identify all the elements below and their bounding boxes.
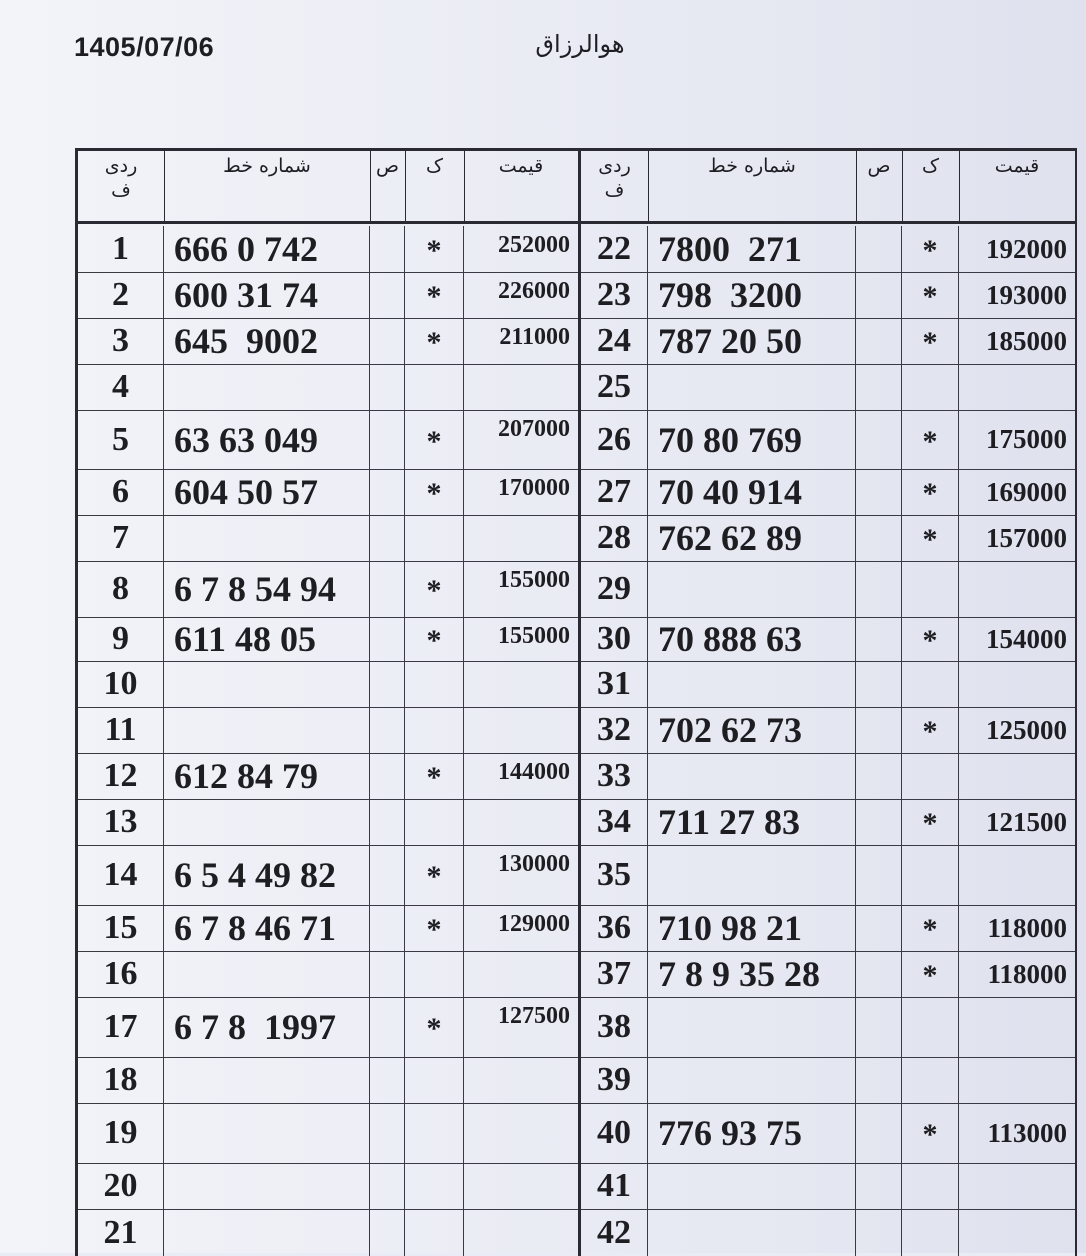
header-price (464, 151, 578, 221)
price-cell: 118000 (987, 912, 1067, 943)
price-cell (959, 561, 1075, 617)
document-heading: هوالرزاق (535, 30, 625, 58)
table-row (78, 617, 578, 662)
sad-cell (370, 561, 405, 617)
line-number-cell (648, 561, 856, 617)
price-cell: 175000 (986, 424, 1067, 454)
row-number-cell: 7 (78, 515, 164, 561)
ka-mark-cell (902, 845, 959, 905)
table-row (78, 561, 578, 618)
price-cell: 129000 (498, 911, 570, 937)
table-row (581, 707, 1075, 754)
header-line-number (164, 151, 371, 221)
sad-cell (370, 845, 405, 905)
ka-mark-cell: * (902, 951, 959, 997)
table-row (581, 469, 1075, 516)
row-number-cell: 31 (581, 661, 648, 707)
ka-mark-cell (902, 1163, 959, 1209)
price-cell: 118000 (987, 958, 1067, 989)
ka-mark-cell: * (902, 226, 959, 272)
row-number-cell: 25 (581, 364, 648, 410)
price-cell: 211000 (499, 324, 570, 350)
table-row (78, 1057, 578, 1104)
sad-cell (370, 515, 405, 561)
row-number-cell: 40 (581, 1103, 648, 1163)
table-row (78, 515, 578, 562)
row-number-cell: 21 (78, 1209, 164, 1256)
sad-cell (856, 561, 902, 617)
line-number-cell: 70 80 769 (648, 410, 856, 469)
row-number-cell: 39 (581, 1057, 648, 1103)
header-price (959, 151, 1075, 221)
sad-cell (370, 469, 405, 515)
price-cell: 169000 (986, 476, 1067, 507)
row-number-cell: 29 (581, 561, 648, 617)
ka-mark-cell: * (405, 469, 464, 515)
table-row (581, 799, 1075, 846)
table-row (581, 617, 1075, 662)
header-line-number-label: شماره خط (708, 155, 796, 177)
line-number-cell: 6 5 4 49 82 (164, 845, 370, 905)
table-row (78, 1163, 578, 1210)
line-number-cell (164, 1103, 370, 1163)
row-number-cell: 28 (581, 515, 648, 561)
sad-cell (856, 410, 902, 469)
ka-mark-cell (405, 951, 464, 997)
ka-mark-cell (902, 1209, 959, 1256)
ka-mark-cell (902, 997, 959, 1057)
ka-mark-cell: * (405, 318, 464, 364)
ka-mark-cell (405, 1163, 464, 1209)
row-number-cell: 4 (78, 364, 164, 410)
sad-cell (856, 318, 902, 364)
header-price-label: قیمت (498, 155, 544, 177)
sad-cell (370, 364, 405, 410)
price-cell: 155000 (498, 567, 570, 593)
line-number-cell: 762 62 89 (648, 515, 856, 561)
ka-mark-cell (405, 1057, 464, 1103)
line-number-cell (164, 951, 370, 997)
sad-cell (370, 905, 405, 951)
table-row (78, 997, 578, 1058)
ka-mark-cell: * (405, 410, 464, 469)
price-cell (959, 1163, 1075, 1209)
table-row (78, 1209, 578, 1256)
table-row (78, 226, 578, 273)
ka-mark-cell: * (902, 318, 959, 364)
ka-mark-cell (405, 661, 464, 707)
price-cell (464, 951, 578, 997)
ka-mark-cell: * (405, 226, 464, 272)
price-cell: 185000 (986, 325, 1067, 356)
row-number-cell: 35 (581, 845, 648, 905)
line-number-cell (164, 707, 370, 753)
ka-mark-cell (405, 1209, 464, 1256)
header-price-label: قیمت (994, 155, 1040, 177)
ka-mark-cell: * (902, 707, 959, 753)
header-line-number-label: شماره خط (223, 155, 311, 177)
row-number-cell: 13 (78, 799, 164, 845)
line-number-cell: 600 31 74 (164, 272, 370, 318)
header-row-number (78, 151, 165, 221)
line-number-cell: 70 888 63 (648, 617, 856, 661)
row-number-cell: 37 (581, 951, 648, 997)
table-row (78, 845, 578, 906)
header-ka-label: ک (425, 155, 443, 177)
line-number-cell (164, 364, 370, 410)
header-row-number-top: ردی (598, 155, 631, 177)
line-number-cell: 6 7 8 54 94 (164, 561, 370, 617)
sad-cell (370, 661, 405, 707)
sad-cell (856, 845, 902, 905)
row-number-cell: 5 (78, 410, 164, 469)
sad-cell (856, 1163, 902, 1209)
line-number-cell: 604 50 57 (164, 469, 370, 515)
sad-cell (856, 707, 902, 753)
price-cell (959, 753, 1075, 799)
price-cell: 154000 (986, 623, 1067, 654)
table-left-half (78, 151, 581, 1256)
row-number-cell: 27 (581, 469, 648, 515)
line-number-cell: 612 84 79 (164, 753, 370, 799)
table-row (78, 272, 578, 319)
sad-cell (856, 364, 902, 410)
line-number-cell (648, 661, 856, 707)
price-cell (959, 364, 1075, 410)
ka-mark-cell: * (902, 905, 959, 951)
price-cell (464, 799, 578, 845)
sad-cell (856, 226, 902, 272)
table-row (78, 753, 578, 800)
line-number-cell: 710 98 21 (648, 905, 856, 951)
table-row (581, 515, 1075, 562)
price-cell: 192000 (986, 233, 1067, 264)
sad-cell (856, 469, 902, 515)
table-row (581, 1057, 1075, 1104)
sad-cell (856, 1057, 902, 1103)
row-number-cell: 14 (78, 845, 164, 905)
header-row-number-bottom: ف (111, 179, 131, 201)
line-number-cell (164, 661, 370, 707)
line-number-cell: 63 63 049 (164, 410, 370, 469)
price-cell: 125000 (986, 714, 1067, 745)
sad-cell (856, 1103, 902, 1163)
table-row (78, 318, 578, 365)
table-header-left (78, 151, 578, 224)
sad-cell (856, 272, 902, 318)
table-row (581, 951, 1075, 998)
ka-mark-cell (405, 707, 464, 753)
ka-mark-cell: * (405, 997, 464, 1057)
sad-cell (370, 226, 405, 272)
line-number-cell: 6 7 8 1997 (164, 997, 370, 1057)
row-number-cell: 17 (78, 997, 164, 1057)
line-number-cell: 7800 271 (648, 226, 856, 272)
sad-cell (370, 997, 405, 1057)
row-number-cell: 24 (581, 318, 648, 364)
row-number-cell: 20 (78, 1163, 164, 1209)
header-row-number-top: ردی (104, 155, 138, 177)
line-number-cell (648, 845, 856, 905)
table-row (78, 951, 578, 998)
ka-mark-cell: * (902, 617, 959, 661)
row-number-cell: 1 (78, 226, 164, 272)
row-number-cell: 6 (78, 469, 164, 515)
row-number-cell: 3 (78, 318, 164, 364)
price-cell: 144000 (498, 759, 570, 785)
line-number-cell (648, 1209, 856, 1256)
sad-cell (370, 272, 405, 318)
line-number-cell (164, 1163, 370, 1209)
table-row (78, 905, 578, 952)
ka-mark-cell (902, 661, 959, 707)
document-date: 1405/07/06 (74, 32, 215, 62)
table-row (78, 799, 578, 846)
line-number-cell: 7 8 9 35 28 (648, 951, 856, 997)
row-number-cell: 18 (78, 1057, 164, 1103)
sad-cell (370, 753, 405, 799)
row-number-cell: 36 (581, 905, 648, 951)
line-number-cell: 70 40 914 (648, 469, 856, 515)
sad-cell (856, 1209, 902, 1256)
price-cell: 207000 (498, 416, 570, 442)
ka-mark-cell: * (405, 561, 464, 617)
ka-mark-cell: * (902, 410, 959, 469)
row-number-cell: 23 (581, 272, 648, 318)
ka-mark-cell: * (405, 272, 464, 318)
ka-mark-cell (405, 799, 464, 845)
line-number-cell (164, 1209, 370, 1256)
table-row (78, 1103, 578, 1164)
sad-cell (370, 1103, 405, 1163)
table-row (581, 318, 1075, 365)
row-number-cell: 16 (78, 951, 164, 997)
line-number-cell: 702 62 73 (648, 707, 856, 753)
ka-mark-cell: * (902, 469, 959, 515)
table-row (581, 226, 1075, 273)
line-number-cell (648, 364, 856, 410)
sad-cell (856, 661, 902, 707)
price-cell: 170000 (498, 475, 570, 501)
row-number-cell: 8 (78, 561, 164, 617)
line-number-cell (648, 1163, 856, 1209)
sad-cell (370, 951, 405, 997)
row-number-cell: 34 (581, 799, 648, 845)
row-number-cell: 30 (581, 617, 648, 661)
row-number-cell: 42 (581, 1209, 648, 1256)
price-cell: 113000 (987, 1117, 1067, 1148)
header-ka (902, 151, 960, 221)
table-row (581, 410, 1075, 470)
table-row (581, 997, 1075, 1058)
sad-cell (370, 318, 405, 364)
price-cell: 226000 (498, 278, 570, 304)
header-sad (856, 151, 903, 221)
row-number-cell: 10 (78, 661, 164, 707)
ka-mark-cell (902, 561, 959, 617)
price-cell (464, 661, 578, 707)
price-cell: 155000 (498, 623, 570, 649)
sad-cell (856, 515, 902, 561)
ka-mark-cell (902, 364, 959, 410)
row-number-cell: 38 (581, 997, 648, 1057)
table-right-half (581, 151, 1077, 1256)
table-row (581, 272, 1075, 319)
sad-cell (856, 753, 902, 799)
table-row (78, 469, 578, 516)
line-number-cell: 711 27 83 (648, 799, 856, 845)
table-row (78, 707, 578, 754)
header-ka-label: ک (921, 155, 939, 177)
table-header-right (581, 151, 1075, 224)
price-cell (464, 1103, 578, 1163)
line-number-cell (164, 1057, 370, 1103)
row-number-cell: 2 (78, 272, 164, 318)
row-number-cell: 11 (78, 707, 164, 753)
ka-mark-cell: * (902, 515, 959, 561)
header-row-number (581, 151, 649, 221)
line-number-cell (164, 515, 370, 561)
table-row (78, 661, 578, 708)
ka-mark-cell (902, 753, 959, 799)
sad-cell (856, 799, 902, 845)
ka-mark-cell (405, 1103, 464, 1163)
line-number-cell: 787 20 50 (648, 318, 856, 364)
sad-cell (370, 1209, 405, 1256)
header-ka (405, 151, 465, 221)
sad-cell (370, 1057, 405, 1103)
ka-mark-cell: * (405, 905, 464, 951)
row-number-cell: 19 (78, 1103, 164, 1163)
price-cell (959, 997, 1075, 1057)
sad-cell (856, 905, 902, 951)
header-sad-label: ص (376, 155, 399, 177)
sad-cell (370, 1163, 405, 1209)
sad-cell (370, 707, 405, 753)
row-number-cell: 12 (78, 753, 164, 799)
sad-cell (856, 997, 902, 1057)
price-cell: 127500 (498, 1003, 570, 1029)
table-row (581, 661, 1075, 708)
ka-mark-cell: * (902, 1103, 959, 1163)
line-number-cell (648, 997, 856, 1057)
line-number-cell (648, 753, 856, 799)
price-cell (464, 364, 578, 410)
price-cell (464, 1209, 578, 1256)
ka-mark-cell (405, 364, 464, 410)
price-cell: 130000 (498, 851, 570, 877)
table-row (581, 1163, 1075, 1210)
table-row (581, 364, 1075, 411)
ka-mark-cell (902, 1057, 959, 1103)
price-cell (464, 1057, 578, 1103)
ka-mark-cell: * (902, 272, 959, 318)
ka-mark-cell: * (902, 799, 959, 845)
price-cell: 193000 (986, 279, 1067, 310)
row-number-cell: 32 (581, 707, 648, 753)
row-number-cell: 33 (581, 753, 648, 799)
row-number-cell: 22 (581, 226, 648, 272)
table-row (581, 561, 1075, 618)
sad-cell (370, 410, 405, 469)
ka-mark-cell (405, 515, 464, 561)
price-cell (464, 1163, 578, 1209)
sad-cell (370, 799, 405, 845)
price-cell: 121500 (986, 806, 1067, 837)
header-line-number (648, 151, 857, 221)
row-number-cell: 15 (78, 905, 164, 951)
table-row (581, 845, 1075, 906)
ka-mark-cell: * (405, 753, 464, 799)
table-row (581, 1209, 1075, 1256)
line-number-cell: 776 93 75 (648, 1103, 856, 1163)
line-number-cell: 6 7 8 46 71 (164, 905, 370, 951)
sad-cell (856, 951, 902, 997)
row-number-cell: 41 (581, 1163, 648, 1209)
price-cell (959, 845, 1075, 905)
price-cell (464, 707, 578, 753)
row-number-cell: 26 (581, 410, 648, 469)
price-cell (464, 515, 578, 561)
line-number-cell: 611 48 05 (164, 617, 370, 661)
price-cell: 157000 (986, 522, 1067, 553)
table-row (581, 1103, 1075, 1164)
price-cell: 252000 (498, 232, 570, 258)
table-row (581, 753, 1075, 800)
header-sad-label: ص (867, 155, 891, 177)
line-number-cell: 666 0 742 (164, 226, 370, 272)
line-number-cell (648, 1057, 856, 1103)
line-number-cell (164, 799, 370, 845)
header-row-number-bottom: ف (604, 179, 625, 201)
price-table (75, 148, 1077, 1256)
line-number-cell: 798 3200 (648, 272, 856, 318)
row-number-cell: 9 (78, 617, 164, 661)
sad-cell (856, 617, 902, 661)
ka-mark-cell: * (405, 617, 464, 661)
price-cell (959, 1209, 1075, 1256)
ka-mark-cell: * (405, 845, 464, 905)
table-row (78, 410, 578, 470)
price-cell (959, 1057, 1075, 1103)
price-cell (959, 661, 1075, 707)
table-row (78, 364, 578, 411)
line-number-cell: 645 9002 (164, 318, 370, 364)
table-row (581, 905, 1075, 952)
header-sad (370, 151, 406, 221)
sad-cell (370, 617, 405, 661)
